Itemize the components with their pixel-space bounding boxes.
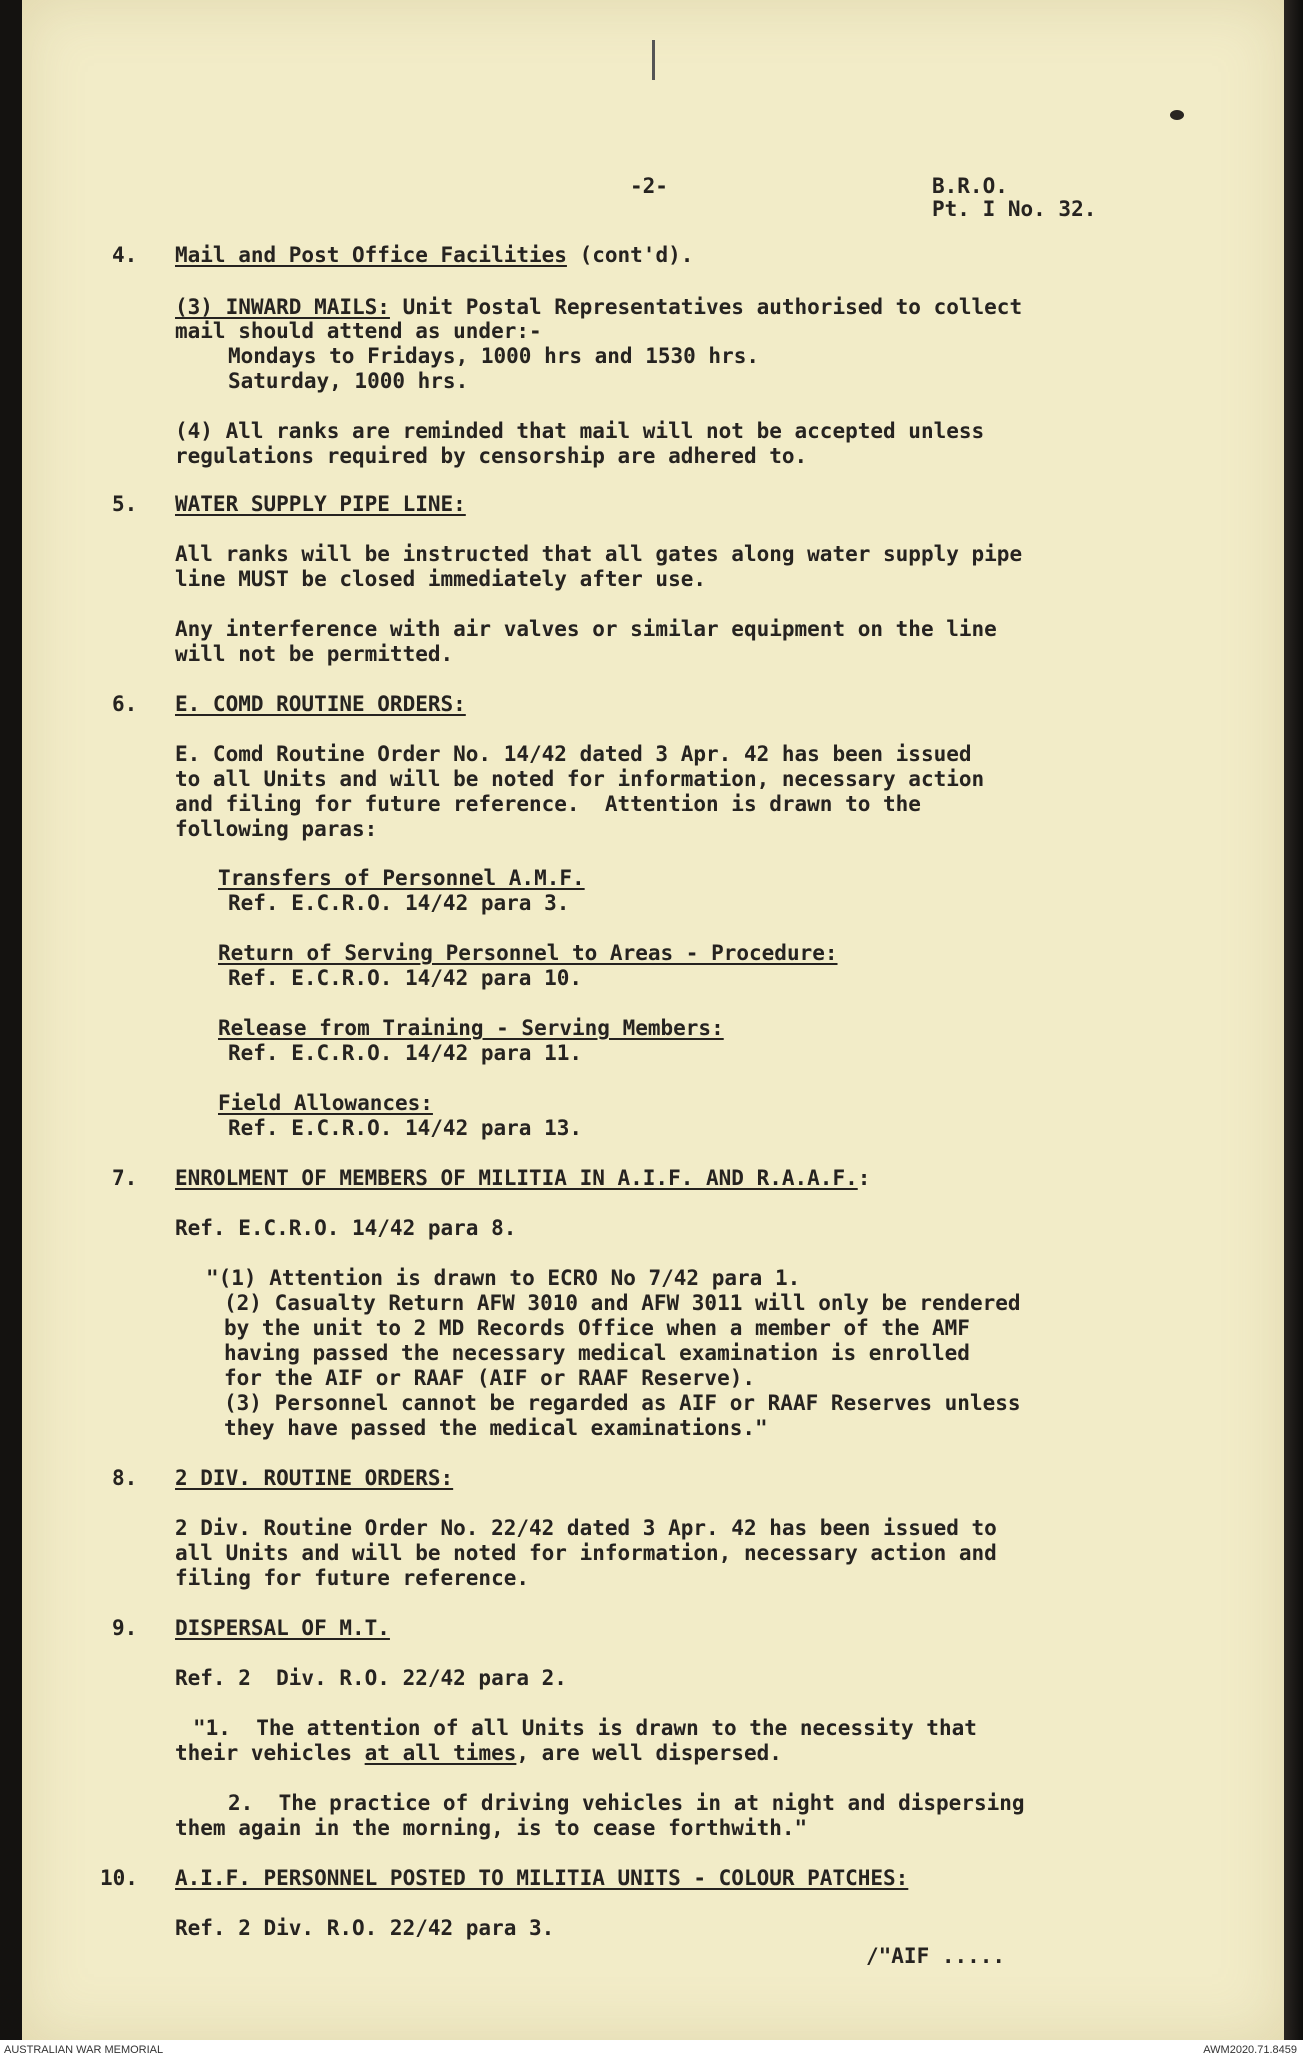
document-reference: B.R.O. [932, 174, 1008, 198]
section-4-para-4-line-2: regulations required by censorship are adhered to. [175, 444, 808, 468]
section-6-para-line-1: E. Comd Routine Order No. 14/42 dated 3 Apr. 42 has been issued [175, 742, 972, 766]
section-6-item-2-ref: Ref. E.C.R.O. 14/42 para 10. [228, 966, 583, 990]
footer-accession-number: AWM2020.71.8459 [1203, 2044, 1297, 2056]
section-9-ref: Ref. 2 Div. R.O. 22/42 para 2. [175, 1666, 567, 1690]
section-10-title: A.I.F. PERSONNEL POSTED TO MILITIA UNITS - COLOUR PATCHES: [175, 1866, 909, 1890]
section-9-quote-1-line-2 [175, 1740, 782, 1766]
section-8-title: 2 DIV. ROUTINE ORDERS: [175, 1466, 454, 1490]
section-8-para-line-1: 2 Div. Routine Order No. 22/42 dated 3 Apr. 42 has been issued to [175, 1516, 997, 1540]
section-8-para-line-2: all Units and will be noted for information, necessary action and [175, 1541, 997, 1565]
section-6-item-3-title: Release from Training - Serving Members: [218, 1016, 724, 1040]
tear-mark [1170, 110, 1184, 120]
page-number: -2- [630, 174, 668, 198]
page-edge-shadow [1284, 0, 1303, 2040]
section-6-para-line-3: and filing for future reference. Attention is drawn to the [175, 792, 921, 816]
part-number: Pt. I No. 32. [932, 197, 1097, 221]
inward-mails-text: Unit Postal Representatives authorised to collect [389, 295, 1023, 319]
section-5-para-2-line-1: Any interference with air valves or similar equipment on the line [175, 617, 997, 641]
section-4-para-3-line-1 [175, 294, 1022, 320]
section-4-title-suffix: (cont'd). [579, 243, 694, 267]
section-6-item-3-ref: Ref. E.C.R.O. 14/42 para 11. [228, 1041, 583, 1065]
section-4-title: Mail and Post Office Facilities [175, 243, 567, 267]
section-9-quote-1-line-1: "1. The attention of all Units is drawn to the necessity that [193, 1716, 977, 1740]
section-4-para-3-line-4: Saturday, 1000 hrs. [228, 369, 469, 393]
section-5-para-1-line-2: line MUST be closed immediately after use. [175, 567, 707, 591]
section-6-item-4-ref: Ref. E.C.R.O. 14/42 para 13. [228, 1116, 583, 1140]
section-7-number: 7. [112, 1166, 138, 1190]
section-7-quote-2-line-4: for the AIF or RAAF (AIF or RAAF Reserve). [224, 1366, 756, 1390]
section-6-item-1-title: Transfers of Personnel A.M.F. [218, 866, 585, 890]
section-10-ref: Ref. 2 Div. R.O. 22/42 para 3. [175, 1916, 555, 1940]
inward-mails-label: (3) INWARD MAILS: [175, 295, 390, 319]
section-4-para-3-line-2: mail should attend as under:- [175, 319, 542, 343]
section-7-quote-2-line-3: having passed the necessary medical examination is enrolled [224, 1341, 970, 1365]
section-8-number: 8. [112, 1466, 138, 1490]
section-7-title: ENROLMENT OF MEMBERS OF MILITIA IN A.I.F. AND R.A.A.F. [175, 1166, 858, 1190]
section-10-number: 10. [100, 1866, 138, 1890]
section-5-para-2-line-2: will not be permitted. [175, 642, 454, 666]
section-6-title: E. COMD ROUTINE ORDERS: [175, 692, 466, 716]
section-6-item-2-title: Return of Serving Personnel to Areas - Procedure: [218, 941, 838, 965]
section-5-title: WATER SUPPLY PIPE LINE: [175, 492, 466, 516]
section-4-heading [175, 242, 693, 268]
section-4-para-3-line-3: Mondays to Fridays, 1000 hrs and 1530 hrs. [228, 344, 760, 368]
section-7-quote-3-line-1: (3) Personnel cannot be regarded as AIF or RAAF Reserves unless [224, 1391, 1021, 1415]
section-9-quote-2-line-2: them again in the morning, is to cease forthwith." [175, 1816, 808, 1840]
section-6-para-line-2: to all Units and will be noted for information, necessary action [175, 767, 985, 791]
section-6-item-1-ref: Ref. E.C.R.O. 14/42 para 3. [228, 891, 570, 915]
section-4-number: 4. [112, 243, 138, 267]
quote-text-a: their vehicles [175, 1741, 365, 1765]
section-5-para-1-line-1: All ranks will be instructed that all gates along water supply pipe [175, 542, 1023, 566]
footer-institution: AUSTRALIAN WAR MEMORIAL [4, 2044, 164, 2056]
section-6-para-line-4: following paras: [175, 817, 378, 841]
section-7-quote-2-line-1: (2) Casualty Return AFW 3010 and AFW 3011 will only be rendered [224, 1291, 1021, 1315]
section-9-number: 9. [112, 1616, 138, 1640]
quote-emphasis: at all times [364, 1741, 517, 1765]
pin-mark [652, 40, 655, 80]
quote-text-b: , are well dispersed. [516, 1741, 782, 1765]
section-8-para-line-3: filing for future reference. [175, 1566, 530, 1590]
section-4-para-4-line-1: (4) All ranks are reminded that mail will not be accepted unless [175, 419, 985, 443]
section-7-quote-2-line-2: by the unit to 2 MD Records Office when a member of the AMF [224, 1316, 970, 1340]
section-5-number: 5. [112, 492, 138, 516]
archive-footer [0, 2040, 1303, 2061]
continuation-marker: /"AIF ..... [866, 1944, 1006, 1968]
section-9-quote-2-line-1: 2. The practice of driving vehicles in at night and dispersing [228, 1791, 1025, 1815]
section-6-item-4-title: Field Allowances: [218, 1091, 433, 1115]
section-7-heading [175, 1165, 870, 1191]
section-7-title-suffix: : [857, 1166, 871, 1190]
section-6-number: 6. [112, 692, 138, 716]
section-9-title: DISPERSAL OF M.T. [175, 1616, 390, 1640]
section-7-quote-1: "(1) Attention is drawn to ECRO No 7/42 para 1. [206, 1266, 801, 1290]
section-7-ref: Ref. E.C.R.O. 14/42 para 8. [175, 1216, 517, 1240]
section-7-quote-3-line-2: they have passed the medical examinations." [224, 1416, 768, 1440]
